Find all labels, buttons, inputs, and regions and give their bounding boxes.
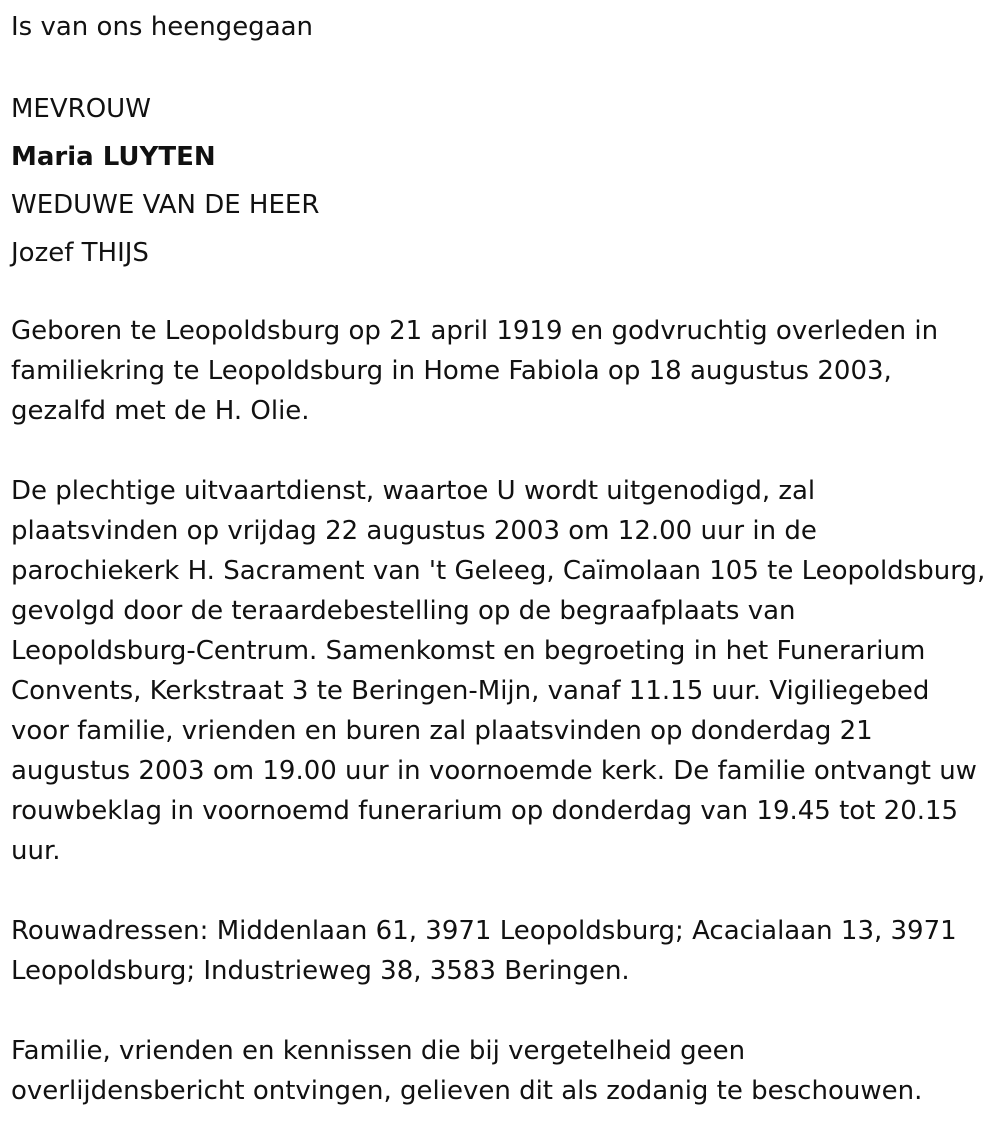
birth-death-paragraph: Geboren te Leopoldsburg op 21 april 1919 en godvruchtig overleden in familiekring te Leopoldsburg in Home Fabiola op 18 augustus 2003, gezalfd met de H. Olie.: [11, 316, 939, 426]
funeral-service-paragraph: De plechtige uitvaartdienst, waartoe U wordt uitgenodigd, zal plaatsvinden op vrijdag 22 augustus 2003 om 12.00 uur in de parochiekerk H. Sacrament van 't Geleeg, Caïmolaan 105 te Leopoldsburg, gevolgd door de teraardebestelling op de begraafplaats van Leopoldsburg-Centrum. Samenkomst en begroeting in het Funerarium Convents, Kerkstraat 3 te Beringen-Mijn, vanaf 11.15 uur. Vigiliegebed voor familie, vrienden en buren zal plaatsvinden op donderdag 21 augustus 2003 om 19.00 uur in voornoemde kerk. De familie ontvangt uw rouwbeklag in voornoemd funerarium op donderdag van 19.45 tot 20.15 uur.: [11, 476, 986, 866]
spacer: [11, 871, 986, 911]
obituary-notice: [11, 0, 986, 1111]
addresses-paragraph: Rouwadressen: Middenlaan 61, 3971 Leopoldsburg; Acacialaan 13, 3971 Leopoldsburg; Industrieweg 38, 3583 Beringen.: [11, 916, 957, 986]
honorific: MEVROUW: [11, 94, 151, 124]
relation-text: WEDUWE VAN DE HEER: [11, 190, 320, 220]
closing-paragraph: Familie, vrienden en kennissen die bij vergetelheid geen overlijdensbericht ontvingen, gelieven dit als zodanig te beschouwen.: [11, 1036, 923, 1106]
deceased-name: Maria LUYTEN: [11, 142, 216, 172]
spacer: [11, 431, 986, 471]
spacer: [11, 991, 986, 1031]
spouse-name: Jozef THIJS: [11, 238, 149, 268]
spacer: [11, 277, 986, 311]
spacer: [11, 51, 986, 85]
intro-text: Is van ons heengegaan: [11, 12, 314, 42]
